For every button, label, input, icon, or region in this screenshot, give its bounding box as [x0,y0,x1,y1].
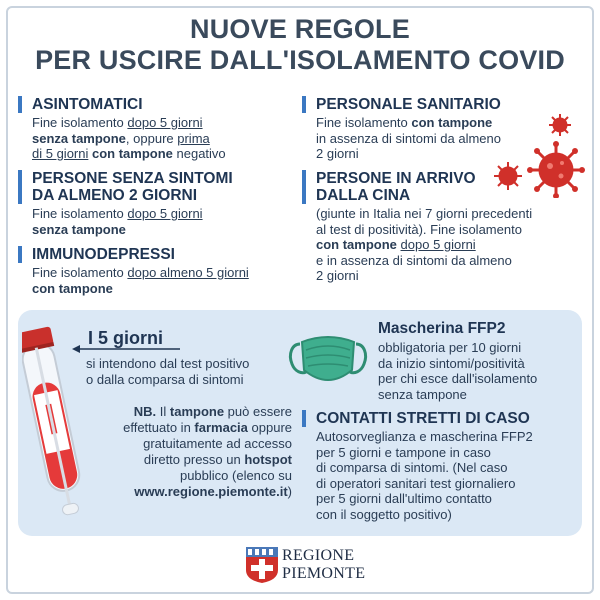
section-asintomatici: ASINTOMATICI Fine isolamento dopo 5 giorni senza tampone, oppure prima di 5 giorni con tampone negativo [32,96,292,162]
regione-piemonte-logo-icon [245,546,279,584]
page-title [0,14,600,76]
section-heading: IMMUNODEPRESSI [18,246,292,263]
section-heading: CONTATTI STRETTI DI CASO [302,410,580,427]
section-heading: ASINTOMATICI [18,96,292,113]
section-arrivo-cina: PERSONE IN ARRIVO DALLA CINA (giunte in Italia nei 7 giorni precedenti al test di positività). Fine isolamento con tampone dopo 5 giorni e in assenza di sintomi da almeno 2 giorni [316,170,586,284]
section-senza-sintomi: PERSONE SENZA SINTOMI DA ALMENO 2 GIORNI Fine isolamento dopo 5 giorni senza tampone [32,170,292,237]
section-personale-sanitario: PERSONALE SANITARIO Fine isolamento con tampone in assenza di sintomi da almeno 2 giorni [316,96,516,162]
section-heading: PERSONE IN ARRIVO DALLA CINA [302,170,586,204]
title-line-2: PER USCIRE DALL'ISOLAMENTO COVID [35,45,565,75]
section-contatti-stretti: CONTATTI STRETTI DI CASO Autosorveglianza e mascherina FFP2 per 5 giorni e tampone in caso di comparsa di sintomi. (Nel caso di operatori sanitari test giornaliero per 5 giorni dall'ultimo contatto con il soggetto positivo) [316,410,580,522]
mask-icon [286,330,370,392]
nb-note: NB. Il tampone può essere effettuato in farmacia oppure gratuitamente ad accesso diretto presso un hotspot pubblico (elenco su www.regione.piemonte.it) [123,404,292,499]
section-mascherina: Mascherina FFP2 obbligatoria per 10 giorni da inizio sintomi/positività per chi esce dall'isolamento senza tampone [378,320,578,402]
section-heading: I 5 giorni [88,328,164,348]
section-immunodepressi: IMMUNODEPRESSI Fine isolamento dopo almeno 5 giorni con tampone [32,246,292,296]
section-heading: PERSONALE SANITARIO [302,96,516,113]
giorni-text: si intendono dal test positivo o dalla comparsa di sintomi [86,356,250,387]
section-heading: PERSONE SENZA SINTOMI DA ALMENO 2 GIORNI [18,170,292,204]
website-link[interactable]: www.regione.piemonte.it [134,484,288,499]
regione-piemonte-logo: REGIONE PIEMONTE [282,547,366,582]
arrow-left-icon [72,344,182,354]
title-line-1: NUOVE REGOLE [190,14,410,44]
section-heading: Mascherina FFP2 [378,320,506,337]
